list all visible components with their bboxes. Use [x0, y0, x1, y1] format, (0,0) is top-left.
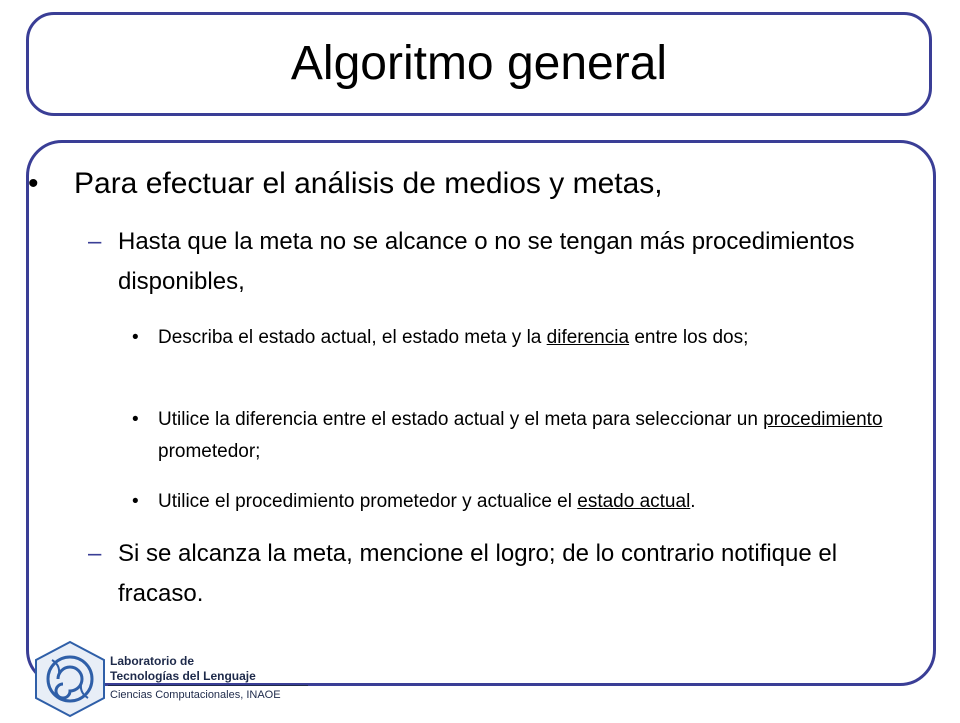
- dash-marker: –: [88, 540, 102, 567]
- dot-marker: •: [132, 327, 139, 348]
- underlined-diferencia: diferencia: [546, 327, 630, 348]
- point-select-text: Utilice la diferencia entre el estado actual y el meta para seleccionar un procedimiento prometedor;: [158, 409, 883, 462]
- underlined-procedimiento: procedimiento: [763, 409, 883, 430]
- dash-marker: –: [88, 228, 102, 255]
- logo-line1: Laboratorio de: [110, 654, 195, 668]
- point-describe-text: Describa el estado actual, el estado meta y la diferencia entre los dos;: [158, 327, 749, 348]
- logo-line3: Ciencias Computacionales, INAOE: [110, 689, 281, 701]
- dot-marker: •: [132, 491, 139, 512]
- logo-divider: [108, 685, 308, 686]
- logo-line2: Tecnologías del Lenguaje: [110, 669, 256, 683]
- spiral-logo-icon: [30, 640, 110, 718]
- subbullet-goal-text: Si se alcanza la meta, mencione el logro; de lo contrario notifique el fracaso.: [118, 540, 838, 607]
- bullet-intro-text: Para efectuar el análisis de medios y metas,: [74, 167, 663, 200]
- bullet-marker: •: [28, 167, 39, 200]
- point-apply-text: Utilice el procedimiento prometedor y actualice el estado actual.: [158, 491, 696, 512]
- slide-title: Algoritmo general: [290, 37, 668, 90]
- underlined-estado-actual: estado actual: [577, 491, 691, 512]
- subbullet-until-text: Hasta que la meta no se alcance o no se tengan más procedimientos disponibles,: [118, 228, 855, 295]
- dot-marker: •: [132, 409, 139, 430]
